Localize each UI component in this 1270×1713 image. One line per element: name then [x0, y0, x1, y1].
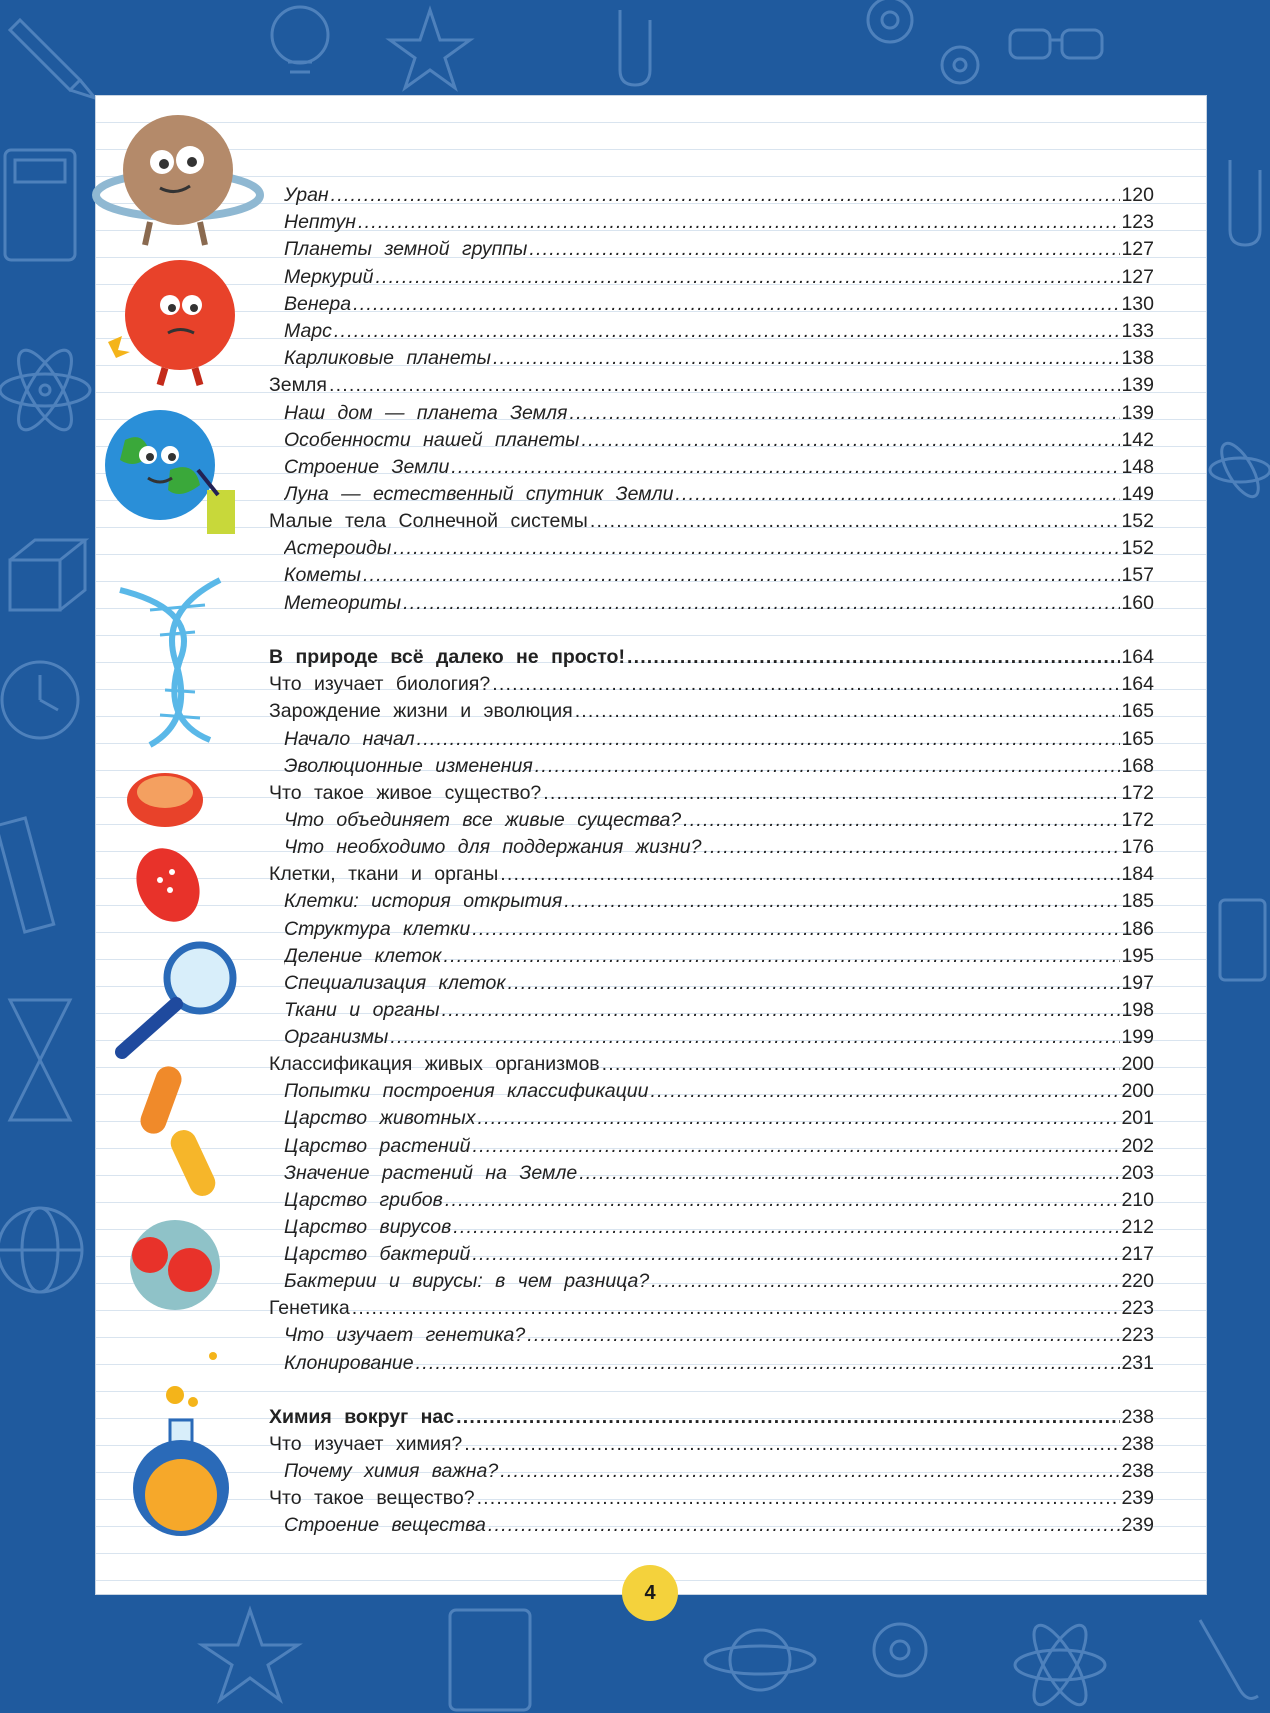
toc-entry[interactable]: Кометы ..... 157 [284, 560, 1154, 586]
toc-entry[interactable]: Особенности нашей планеты ..... 142 [284, 425, 1154, 451]
toc-entry[interactable]: Эволюционные изменения ..... 168 [284, 751, 1154, 777]
toc-entry[interactable]: Ткани и органы ..... 198 [284, 995, 1154, 1021]
toc-entry[interactable]: Царство растений ..... 202 [284, 1131, 1154, 1157]
toc-entry[interactable]: Царство бактерий ..... 217 [284, 1239, 1154, 1265]
toc-entry[interactable]: Астероиды ..... 152 [284, 533, 1154, 559]
toc-entry[interactable]: Что такое вещество? ..... 239 [269, 1483, 1154, 1509]
toc-entry[interactable]: Нептун ..... 123 [284, 207, 1154, 233]
toc-entry[interactable]: Клонирование ..... 231 [284, 1348, 1154, 1374]
toc-entry[interactable]: Клетки, ткани и органы ..... 184 [269, 859, 1154, 885]
toc-entry[interactable]: Строение Земли ..... 148 [284, 452, 1154, 478]
toc-section-heading[interactable]: Химия вокруг нас ..... 238 [269, 1402, 1154, 1428]
toc-entry[interactable]: Марс ..... 133 [284, 316, 1154, 342]
toc-entry[interactable]: Значение растений на Земле ..... 203 [284, 1158, 1154, 1184]
toc-section-heading[interactable]: В природе всё далеко не просто! ..... 164 [269, 642, 1154, 668]
toc-entry[interactable]: Почему химия важна? ..... 238 [284, 1456, 1154, 1482]
toc-entry[interactable]: Что такое живое существо? ..... 172 [269, 778, 1154, 804]
toc-entry[interactable]: Уран ..... 120 [284, 180, 1154, 206]
page-number-badge [622, 1565, 678, 1621]
toc-entry[interactable]: Деление клеток ..... 195 [284, 941, 1154, 967]
toc-entry[interactable]: Венера ..... 130 [284, 289, 1154, 315]
toc-entry[interactable]: Земля ..... 139 [269, 370, 1154, 396]
toc-entry[interactable]: Зарождение жизни и эволюция ..... 165 [269, 696, 1154, 722]
toc-entry[interactable]: Малые тела Солнечной системы ..... 152 [269, 506, 1154, 532]
page-number: 4 [644, 1581, 656, 1604]
toc-entry[interactable]: Что изучает биология? ..... 164 [269, 669, 1154, 695]
toc-entry[interactable]: Карликовые планеты ..... 138 [284, 343, 1154, 369]
toc-entry[interactable]: Что изучает генетика? ..... 223 [284, 1320, 1154, 1346]
toc-entry[interactable]: Структура клетки ..... 186 [284, 914, 1154, 940]
toc-entry[interactable]: Царство грибов ..... 210 [284, 1185, 1154, 1211]
toc-entry[interactable]: Метеориты ..... 160 [284, 588, 1154, 614]
toc-entry[interactable]: Начало начал ..... 165 [284, 724, 1154, 750]
toc-entry[interactable]: Строение вещества ..... 239 [284, 1510, 1154, 1536]
toc-entry[interactable]: Что необходимо для поддержания жизни? ..... 176 [284, 832, 1154, 858]
toc-entry[interactable]: Наш дом — планета Земля ..... 139 [284, 398, 1154, 424]
toc-entry[interactable]: Генетика ..... 223 [269, 1293, 1154, 1319]
toc-entry[interactable]: Что объединяет все живые существа? ..... 172 [284, 805, 1154, 831]
toc-entry[interactable]: Организмы ..... 199 [284, 1022, 1154, 1048]
toc-entry[interactable]: Клетки: история открытия ..... 185 [284, 886, 1154, 912]
toc-entry[interactable]: Бактерии и вирусы: в чем разница? ..... 220 [284, 1266, 1154, 1292]
toc-entry[interactable]: Луна — естественный спутник Земли ..... 149 [284, 479, 1154, 505]
toc-entry[interactable]: Специализация клеток ..... 197 [284, 968, 1154, 994]
toc-entry[interactable]: Классификация живых организмов ..... 200 [269, 1049, 1154, 1075]
toc-entry[interactable]: Меркурий ..... 127 [284, 262, 1154, 288]
toc-entry[interactable]: Что изучает химия? ..... 238 [269, 1429, 1154, 1455]
toc-entry[interactable]: Планеты земной группы ..... 127 [284, 234, 1154, 260]
toc-entry[interactable]: Царство вирусов ..... 212 [284, 1212, 1154, 1238]
toc-entry[interactable]: Попытки построения классификации ..... 200 [284, 1076, 1154, 1102]
toc-entry[interactable]: Царство животных ..... 201 [284, 1103, 1154, 1129]
